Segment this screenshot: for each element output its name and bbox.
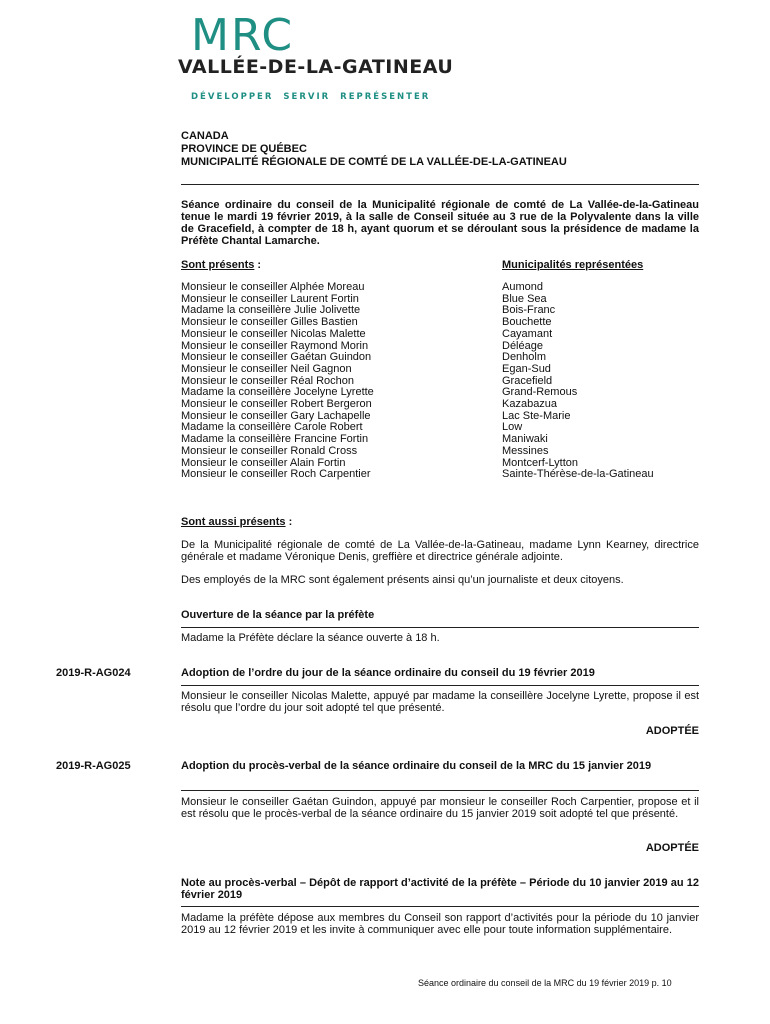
header-block (181, 130, 701, 169)
opening-title: Ouverture de la séance par la préfète (181, 609, 375, 621)
header-line: CANADA (181, 130, 229, 142)
presents-heading-text: Sont présents (181, 259, 255, 271)
logo-name: VALLÉE-DE-LA-GATINEAU (178, 56, 454, 78)
divider (181, 184, 699, 185)
header-line: MUNICIPALITÉ RÉGIONALE DE COMTÉ DE LA VALLÉE-DE-LA-GATINEAU (181, 156, 567, 168)
municipality-name: Denholm (502, 351, 547, 364)
member-name: Monsieur le conseiller Alain Fortin (181, 456, 346, 469)
member-name: Monsieur le conseiller Gary Lachapelle (181, 409, 371, 422)
municipality-name: Messines (502, 444, 549, 457)
resolution-text: Monsieur le conseiller Gaétan Guindon, appuyé par monsieur le conseiller Roch Carpentier, propose et il est résolu que le procès-verbal de la séance ordinaire du 15 janvier 2019 soit adopté tel que présenté. (181, 796, 699, 820)
resolution-title: Adoption de l’ordre du jour de la séance ordinaire du conseil du 19 février 2019 (181, 667, 595, 679)
divider (181, 685, 699, 686)
tagline-word: REPRÉSENTER (340, 92, 431, 102)
opening-text: Madame la Préfète déclare la séance ouverte à 18 h. (181, 632, 440, 644)
municipality-name: Egan-Sud (502, 362, 551, 375)
municipality-name: Montcerf-Lytton (502, 456, 579, 469)
municipality-name: Maniwaki (502, 433, 548, 446)
member-name: Madame la conseillère Julie Jolivette (181, 304, 361, 317)
member-name: Monsieur le conseiller Gilles Bastien (181, 316, 358, 329)
employees-paragraph: Des employés de la MRC sont également présents ainsi qu’un journaliste et deux citoyens. (181, 574, 624, 586)
member-name: Monsieur le conseiller Alphée Moreau (181, 281, 365, 293)
municipality-name: Kazabazua (502, 398, 558, 411)
municipality-name: Cayamant (502, 327, 553, 340)
also-present-paragraph: De la Municipalité régionale de comté de La Vallée-de-la-Gatineau, madame Lynn Kearney, directrice générale et madame Véronique Denis, greffière et directrice générale adjointe. (181, 539, 699, 563)
member-name: Monsieur le conseiller Nicolas Malette (181, 327, 366, 340)
page-footer: Séance ordinaire du conseil de la MRC du 19 février 2019 p. 10 (418, 978, 672, 988)
logo-mrc: MRC (191, 10, 295, 61)
also-present-heading-text: Sont aussi présents (181, 516, 286, 528)
municipality-name: Grand-Remous (502, 386, 578, 399)
tagline-word: DÉVELOPPER (191, 92, 274, 102)
intro-paragraph: Séance ordinaire du conseil de la Municipalité régionale de comté de La Vallée-de-la-Gatineau tenue le mardi 19 février 2019, à la salle de Conseil située au 3 rue de la Polyvalente dans la ville de Gracefield, à compter de 18 h, ayant quorum et se déroulant sous la présidence de madame la Préfète Chantal Lamarche. (181, 199, 699, 247)
municipalities-list (502, 282, 654, 481)
member-name: Monsieur le conseiller Laurent Fortin (181, 292, 359, 305)
municipality-name: Gracefield (502, 374, 553, 387)
resolution-title: Adoption du procès-verbal de la séance ordinaire du conseil de la MRC du 15 janvier 2019 (181, 760, 652, 772)
note-text: Madame la préfète dépose aux membres du Conseil son rapport d’activités pour la période du 10 janvier 2019 au 12 février 2019 et les invite à communiquer avec elle pour toute information supplémentaire. (181, 912, 699, 936)
also-present-heading (181, 516, 292, 528)
header-line: PROVINCE DE QUÉBEC (181, 143, 307, 155)
resolution-number: 2019-R-AG024 (56, 667, 131, 679)
municipality-name: Blue Sea (502, 292, 547, 305)
municipality-name: Lac Ste-Marie (502, 409, 571, 422)
resolution-number: 2019-R-AG025 (56, 760, 131, 772)
municipality-name: Bois-Franc (502, 304, 556, 317)
adoption-status: ADOPTÉE (645, 725, 699, 737)
municipality-name: Low (502, 421, 523, 434)
member-name: Monsieur le conseiller Raymond Morin (181, 339, 369, 352)
logo-tagline (191, 92, 430, 102)
member-name: Monsieur le conseiller Neil Gagnon (181, 362, 352, 375)
presents-colon: : (254, 259, 262, 271)
divider (181, 627, 699, 628)
member-name: Monsieur le conseiller Réal Rochon (181, 374, 355, 387)
member-name: Madame la conseillère Jocelyne Lyrette (181, 386, 374, 399)
members-list (181, 282, 374, 481)
municipality-name: Aumond (502, 281, 543, 293)
adoption-status: ADOPTÉE (645, 842, 699, 854)
member-name: Monsieur le conseiller Roch Carpentier (181, 468, 371, 481)
member-name: Madame la conseillère Francine Fortin (181, 433, 369, 446)
member-name: Monsieur le conseiller Ronald Cross (181, 444, 358, 457)
municipality-name: Déléage (502, 339, 543, 352)
also-present-colon: : (285, 516, 293, 528)
divider (181, 906, 699, 907)
divider (181, 790, 699, 791)
presents-heading (181, 259, 261, 271)
resolution-text: Monsieur le conseiller Nicolas Malette, appuyé par madame la conseillère Jocelyne Lyrette, propose il est résolu que l’ordre du jour soit adopté tel que présenté. (181, 690, 699, 714)
member-name: Monsieur le conseiller Robert Bergeron (181, 398, 372, 411)
municipality-name: Sainte-Thérèse-de-la-Gatineau (502, 468, 654, 481)
municipality-name: Bouchette (502, 316, 552, 329)
member-name: Madame la conseillère Carole Robert (181, 421, 363, 434)
member-name: Monsieur le conseiller Gaétan Guindon (181, 351, 372, 364)
tagline-word: SERVIR (283, 92, 331, 102)
note-title: Note au procès-verbal – Dépôt de rapport d’activité de la préfète – Période du 10 janvier 2019 au 12 février 2019 (181, 877, 699, 901)
municipalities-heading: Municipalités représentées (502, 259, 644, 271)
